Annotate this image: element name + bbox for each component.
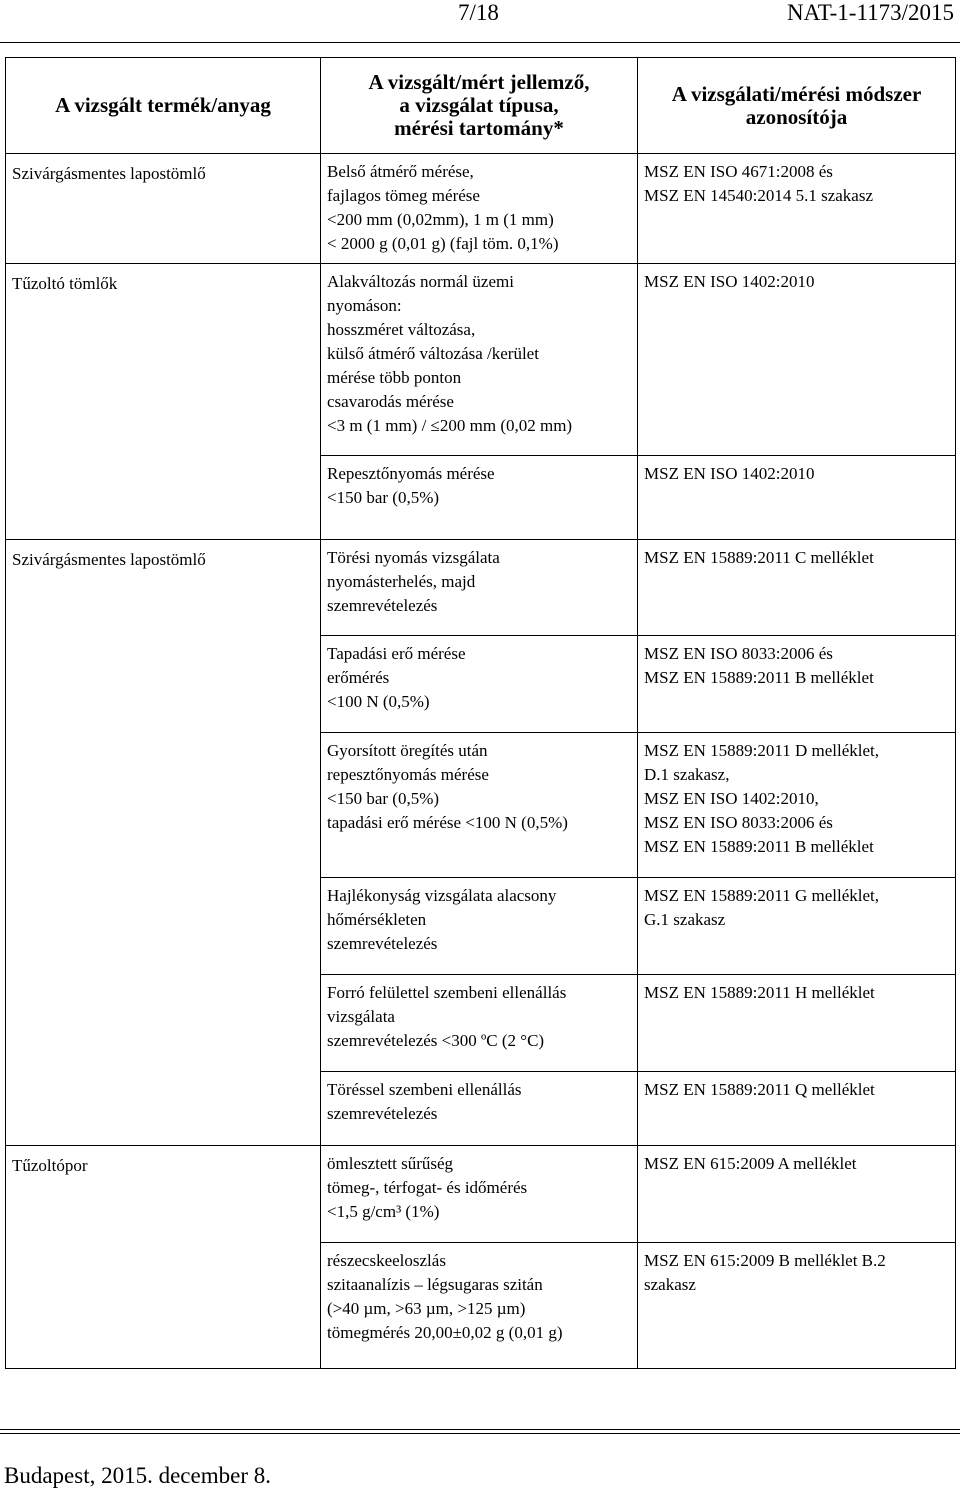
table-header-row: [6, 58, 956, 154]
test-property: Törési nyomás vizsgálata nyomásterhelés, majd szemrevételezés: [321, 540, 637, 636]
method-cell: [638, 1146, 956, 1369]
table-row: [6, 264, 956, 540]
test-method: MSZ EN ISO 1402:2010: [638, 264, 955, 456]
product-name: Szivárgásmentes lapostömlő: [12, 164, 206, 183]
header-property: A vizsgált/mért jellemző, a vizsgálat típusa, mérési tartomány*: [321, 58, 638, 154]
footer-rule-1: [0, 1429, 960, 1430]
table-row: [6, 154, 956, 264]
test-property: ömlesztett sűrűség tömeg-, térfogat- és időmérés <1,5 g/cm³ (1%): [321, 1146, 637, 1243]
test-property: Forró felülettel szembeni ellenállás vizsgálata szemrevételezés <300 ºC (2 °C): [321, 975, 637, 1072]
test-property: Gyorsított öregítés után repesztőnyomás mérése <150 bar (0,5%) tapadási erő mérése <100 N (0,5%): [321, 733, 637, 878]
test-method: MSZ EN 15889:2011 Q melléklet: [644, 1080, 875, 1099]
table-row: [6, 1146, 956, 1369]
test-property: Alakváltozás normál üzemi nyomáson: hosszméret változása, külső átmérő változása /kerület mérése több ponton csavarodás mérése <3 m (1 mm) / ≤200 mm (0,02 mm): [321, 264, 637, 456]
test-property: Tapadási erő mérése erőmérés <100 N (0,5%): [321, 636, 637, 733]
test-method: MSZ EN 15889:2011 H melléklet: [638, 975, 955, 1072]
test-method: MSZ EN 15889:2011 C melléklet: [638, 540, 955, 636]
test-method: MSZ EN 15889:2011 G melléklet, G.1 szakasz: [638, 878, 955, 975]
page-number: 7/18: [458, 0, 499, 25]
test-property: Belső átmérő mérése, fajlagos tömeg mérése <200 mm (0,02mm), 1 m (1 mm) < 2000 g (0,01 g) (fajl töm. 0,1%): [327, 162, 559, 253]
test-method: MSZ EN ISO 8033:2006 és MSZ EN 15889:2011 B melléklet: [638, 636, 955, 733]
test-method: MSZ EN ISO 1402:2010: [644, 464, 815, 483]
method-cell: [638, 540, 956, 1146]
footer-rule-2: [0, 1433, 960, 1434]
header-rule: [0, 42, 960, 43]
product-cell: [6, 1146, 321, 1369]
product-name: Tűzoltó tömlők: [12, 274, 118, 293]
document-id: NAT-1-1173/2015: [787, 0, 954, 25]
test-method: MSZ EN ISO 4671:2008 és MSZ EN 14540:2014 5.1 szakasz: [644, 162, 874, 205]
page-header: [0, 0, 960, 30]
header-product: A vizsgált termék/anyag: [6, 58, 321, 154]
property-cell: [321, 264, 638, 540]
test-property: Repesztőnyomás mérése <150 bar (0,5%): [327, 464, 495, 507]
property-cell: [321, 1146, 638, 1369]
product-name: Szivárgásmentes lapostömlő: [12, 550, 206, 569]
test-method: MSZ EN 15889:2011 D melléklet, D.1 szakasz, MSZ EN ISO 1402:2010, MSZ EN ISO 8033:2006 és MSZ EN 15889:2011 B melléklet: [638, 733, 955, 878]
test-method: MSZ EN 615:2009 B melléklet B.2 szakasz: [644, 1251, 886, 1294]
footer-date: Budapest, 2015. december 8.: [4, 1463, 271, 1488]
property-cell: [321, 154, 638, 264]
test-property: Hajlékonyság vizsgálata alacsony hőmérsékleten szemrevételezés: [321, 878, 637, 975]
test-method: MSZ EN 615:2009 A melléklet: [638, 1146, 955, 1243]
method-cell: [638, 264, 956, 540]
product-cell: [6, 264, 321, 540]
product-cell: [6, 154, 321, 264]
property-cell: [321, 540, 638, 1146]
product-cell: [6, 540, 321, 1146]
method-cell: [638, 154, 956, 264]
test-property: részecskeeloszlás szitaanalízis – légsugaras szitán (>40 µm, >63 µm, >125 µm) tömegmérés 20,00±0,02 g (0,01 g): [327, 1251, 563, 1342]
header-method: A vizsgálati/mérési módszer azonosítója: [638, 58, 956, 154]
test-table: [5, 57, 956, 1369]
test-property: Töréssel szembeni ellenállás szemrevételezés: [327, 1080, 522, 1123]
table-row: [6, 540, 956, 1146]
product-name: Tűzoltópor: [12, 1156, 88, 1175]
